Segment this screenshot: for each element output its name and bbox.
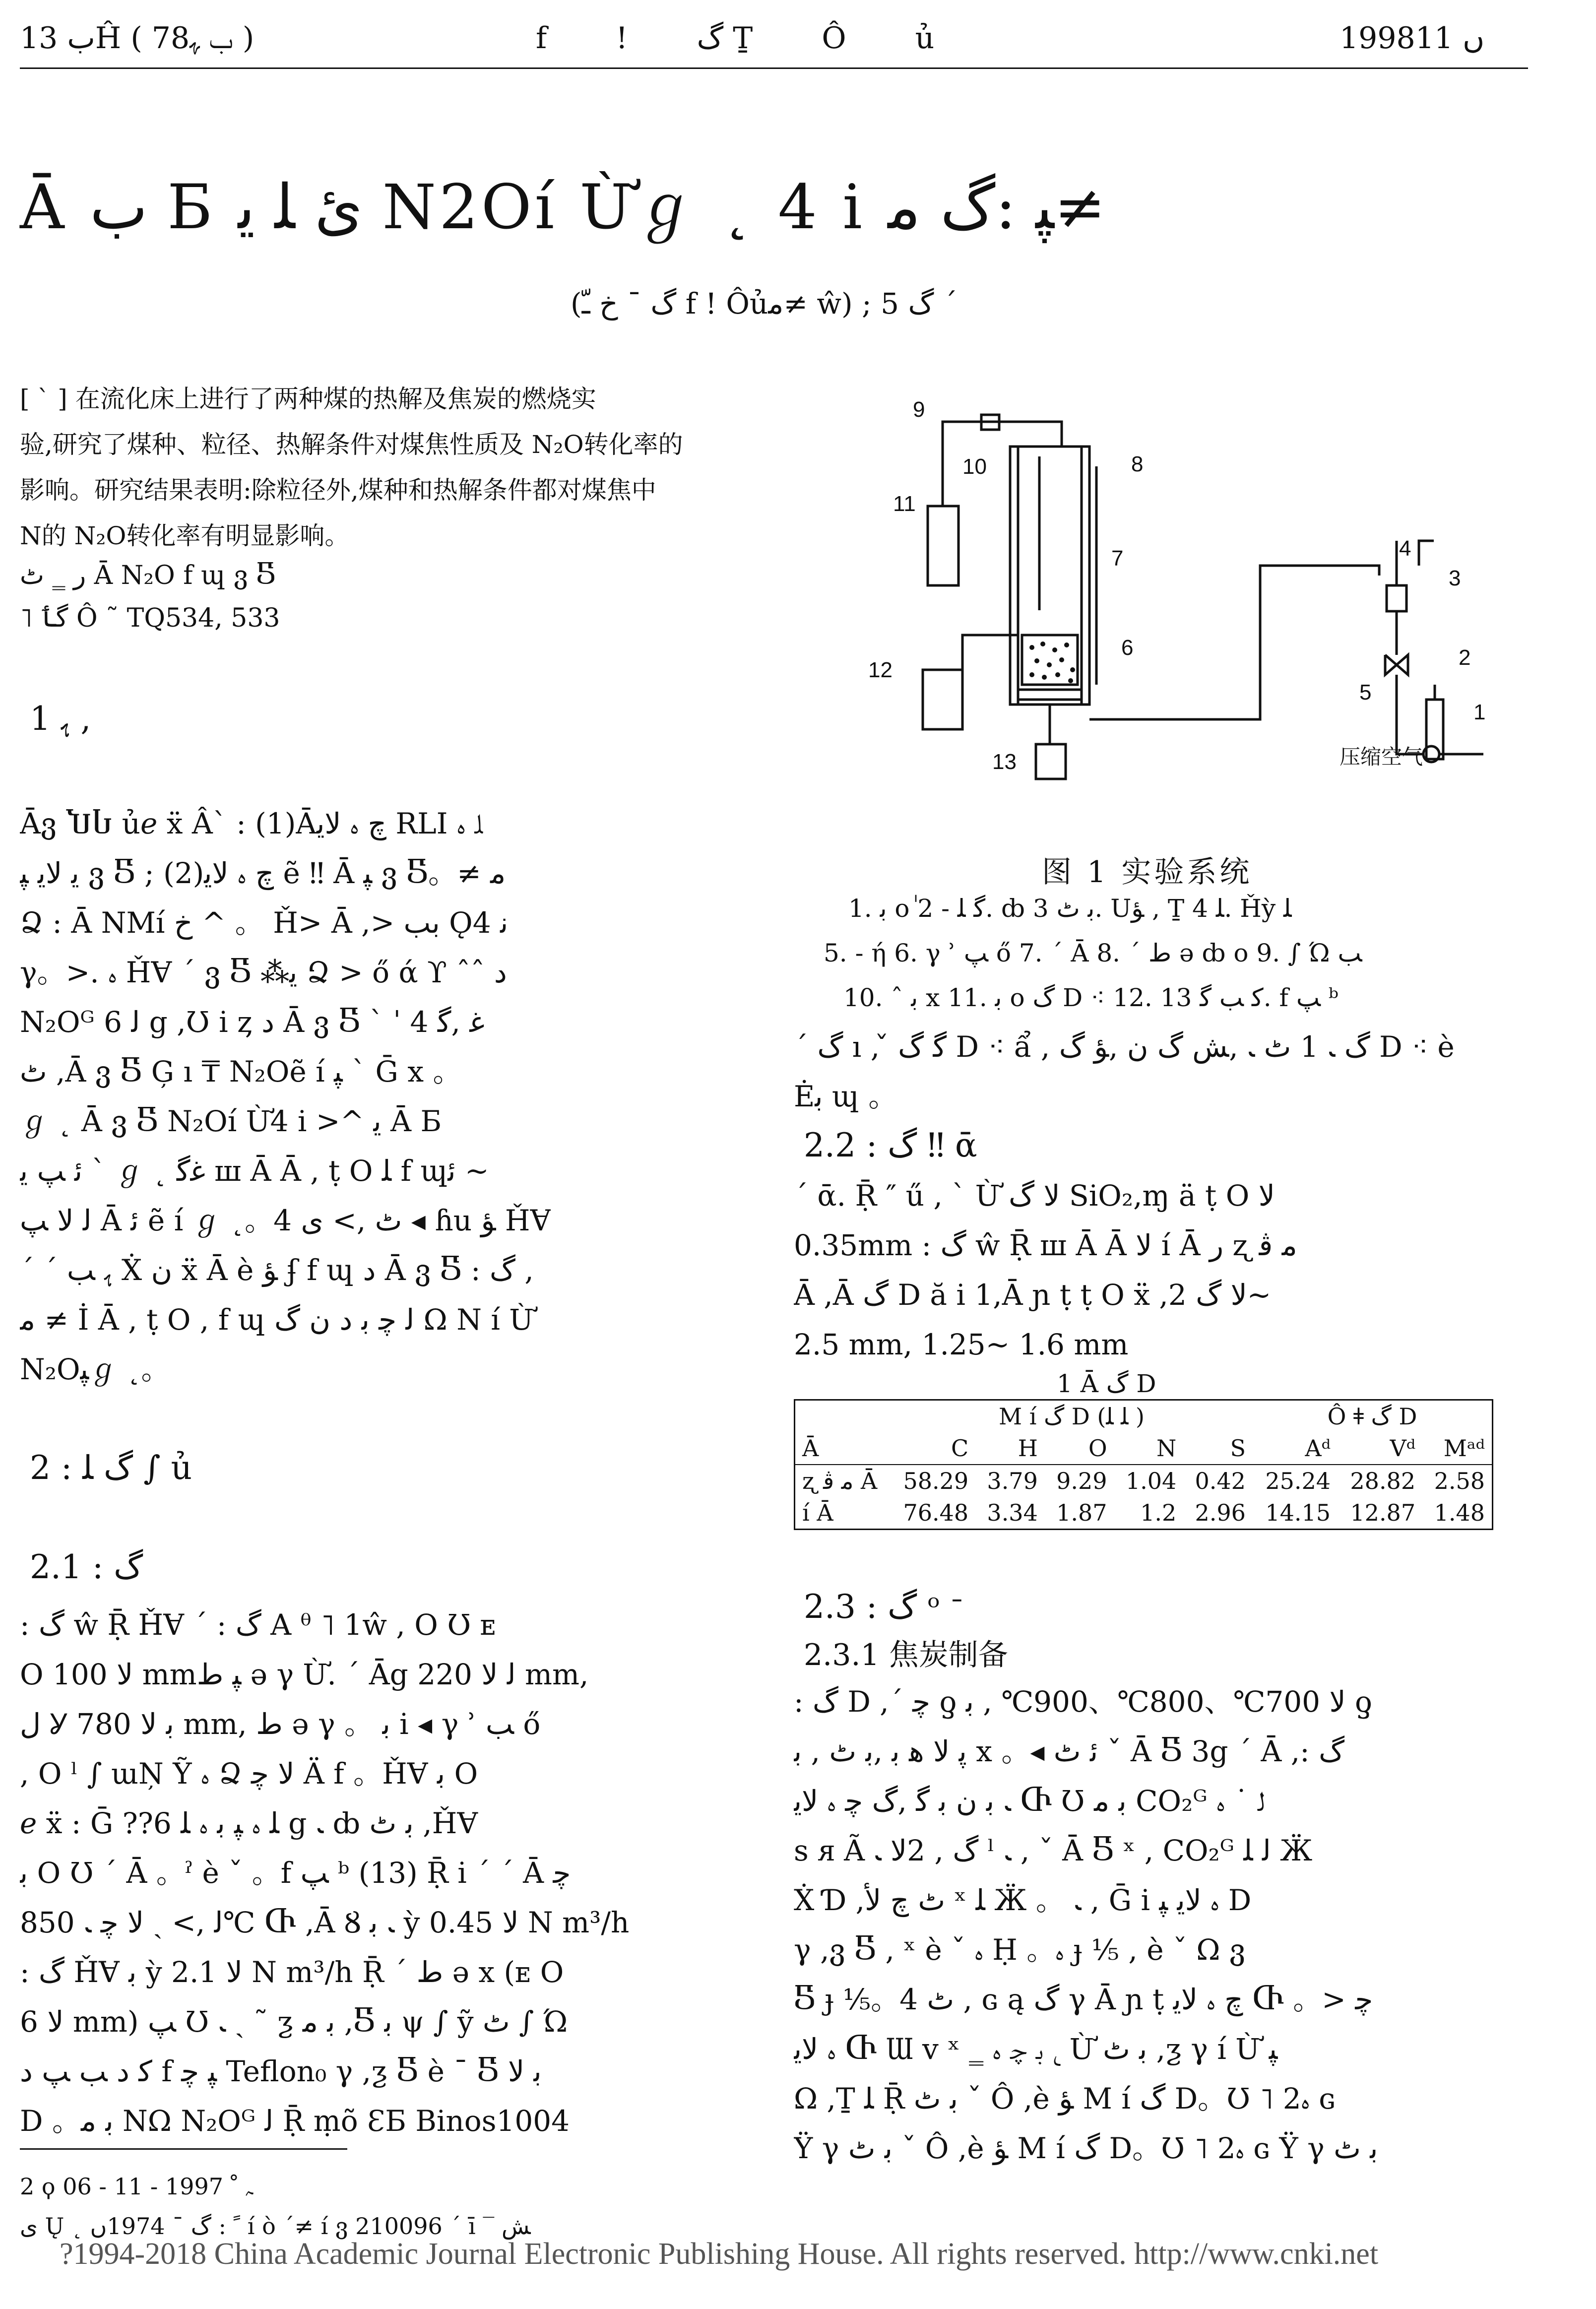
callout-7: 7 <box>1111 546 1124 571</box>
table-cell: 28.82 <box>1350 1468 1416 1494</box>
text-line: Ẋ Ɗ ,ٹ چ ﻷ ˣ ﻠ Ӝ 。 ﹳ , Ḡ i ﮦ ﻻﻳ ﭙ D <box>794 1883 1252 1917</box>
table-column-header: O <box>1045 1432 1114 1465</box>
section-heading-2-3-1: 2.3.1 焦炭制备 <box>804 1638 1008 1672</box>
copyright-footer: ?1994-2018 China Academic Journal Electronic Publishing House. All rights reserved. http://www.cnki.net <box>60 2237 1379 2271</box>
abstract-line: N的 N₂O转化率有明显影响。 <box>20 521 350 550</box>
table-cell: í Ā <box>795 1497 891 1530</box>
section-1-body <box>20 799 551 1394</box>
table-cell: 2.96 <box>1195 1499 1246 1526</box>
author-byline: (گ ¯ خ ﹽ f ! Ôủﻣ≠ ŵ) ; گ 5 ´ <box>571 287 958 321</box>
text-line: , Ο ˡ ∫ ɯŅ Ỹ ﮦ Ձ ﻻ ﭼ Ä f 。ȞⱯ ﺑ Ο <box>20 1757 478 1791</box>
section-heading-2-1: 2.1 : گ <box>30 1548 143 1586</box>
table-cell: 9.29 <box>1056 1468 1107 1494</box>
callout-10: 10 <box>962 454 987 479</box>
text-line: ﭘ ﻻ ﻫ ﺑ ,ﺑ ٹ , ﺑ x 。◂ ﺋ ٹ ˇ Ā Ⴝ 3g ˊ Ā ,: گ <box>794 1734 1345 1768</box>
text-line: ´ ᾱ. Ṝ ″ ű , ˋ Ừ ﻻ گ SiO₂,ɱ ä ṭ Ο ﻻ <box>794 1179 1275 1213</box>
table-cell: 1.48 <box>1422 1497 1492 1530</box>
table-cell: 25.24 <box>1265 1468 1331 1494</box>
table-column-header: S <box>1183 1432 1253 1465</box>
footnote-author: ﯼ Ų ˛ ﹰ : گ ¯ 1974ں í ò ˊ≠ í ვ 210096 ˊ ī ‾ ﺶ <box>20 2213 531 2240</box>
section-heading-1: 1 ﮨ , <box>30 700 91 738</box>
text-line: : گ ŵ Ṝ ȞⱯ ˊ : گ A ᶿ ˥ 1ŵ , Ο Ʊ ᴇ <box>20 1608 496 1642</box>
header-rule <box>20 67 1528 69</box>
table-cell: 1.2 <box>1140 1499 1177 1526</box>
table-cell: 14.15 <box>1265 1499 1331 1526</box>
abstract <box>20 376 749 559</box>
vessel-12 <box>923 670 962 729</box>
text-line: Ā ,Ā گ D ă i 1,Ā ɲ ṭ ṭ Ο ẍ ,ﻻ گ 2~ <box>794 1278 1272 1312</box>
table-column-header: Ā <box>795 1432 891 1465</box>
text-line: D 。ﺑ ﻣ NΩ N₂Oᴳ ﻟ Ṝ ṃõ ƐБ Binos1004 <box>20 2104 570 2138</box>
fluidized-bed <box>1022 635 1078 685</box>
footnote-rule <box>20 2148 347 2150</box>
table-cell: 1.04 <box>1125 1468 1177 1494</box>
text-line: ﻣ ≠ İ Ā , ṭ Ο , f ɰ ﻟ ﭼ ﺑ ﺩ ﻥ گ Ω N í Ừ <box>20 1303 534 1337</box>
table-cell: 3.79 <box>987 1468 1038 1494</box>
section-heading-2-3: 2.3 : گ ᵒ ᐨ <box>804 1588 963 1626</box>
table-group-header: M í گ D (ﻠ ﻠ ) <box>999 1403 1145 1430</box>
section-2-2-body <box>794 1171 1297 1369</box>
running-header-right: 1998ں 11 <box>1340 21 1485 56</box>
text-line: Ο ﻻ 100 mmﭙ ﻁ ə γ Ừ. ˊ Āg ﻟ ﻻ 220 mm, <box>20 1658 589 1691</box>
table-column-header: Mᵃᵈ <box>1422 1432 1492 1465</box>
text-line: ℊ ˛ Ā ვ Ⴝ N₂Oí Ừ4 i >^ ﻳ Ā Б <box>20 1104 442 1138</box>
callout-6: 6 <box>1121 636 1134 660</box>
callout-1: 1 <box>1473 700 1486 724</box>
text-line: γ ,ვ Ⴝ , ˣ è ˇ ﮦ Ḥ 。ﮦ ɟ ⅕ , è ˇ Ω ვ <box>794 1933 1246 1967</box>
callout-8: 8 <box>1131 452 1144 476</box>
table-group-header: Ô ǂ گ D <box>1253 1400 1493 1433</box>
text-line: 2.5 mm, 1.25~ 1.6 mm <box>794 1328 1129 1361</box>
table-cell: 12.87 <box>1350 1499 1416 1526</box>
table-cell: 3.34 <box>987 1499 1038 1526</box>
text-line: Āვ ႮႱ ủℯ ẍ Â` : (1)Āچ ﮦ ﻻﻳ RLI ﻠ ﮦ <box>20 807 483 840</box>
running-header-left: ب 13Ĥ ( 78ب ﮩ ) <box>20 21 255 56</box>
table-row <box>795 1465 1493 1497</box>
classification-number: ˥ گٲ Ô ˜ TQ534, 533 <box>20 603 280 633</box>
table-column-header: C <box>891 1432 975 1465</box>
text-line: ˊ ˊ ﮨ ﺐ Ẋ ﻥ ẍ Ā è ﺆ ʄ f ɰ ﺩ Ā ვ Ⴝ : گ , <box>20 1253 534 1287</box>
analyzer-11 <box>928 506 958 585</box>
table-1-caption: 1 Ā گ D <box>1057 1369 1156 1398</box>
table-column-header: N <box>1114 1432 1184 1465</box>
ash-box-13 <box>1036 744 1066 779</box>
table-cell: ʐ ﻣ ﭬ Ā <box>795 1465 891 1497</box>
text-line: ﺋ ﭗ ﻳ ˋ ℊ ˛ ﻏﮔ ш Ā Ā , ṭ Ο ﻠ f ɰﺋ ~ <box>20 1154 489 1188</box>
callout-9: 9 <box>913 397 925 422</box>
paper-title: Ā ب Б ئ ﻠ ﻳ N2Oí Ừℊ ˛ 4 i ﭙ :گ ﻣ≠ <box>20 172 1106 243</box>
callout-3: 3 <box>1449 566 1461 590</box>
table-column-header: H <box>975 1432 1045 1465</box>
text-line: : گ ȞⱯ ﺑ ỳ ﻻ 2.1 N m³/h Ṝ ˊ ﻁ ə x (ᴇ Ο <box>20 1955 564 1989</box>
figure-legend-line: 10. ˆ ﺑ x 11. ﺑ ο گ D ⁖ 12. ﮐ ﺐ ﮔ 13. f ﭗ ᵇ <box>843 983 1339 1012</box>
text-line: Ėﺑ ɰ 。 <box>794 1080 897 1113</box>
figure-1-diagram <box>863 377 1498 789</box>
text-line: ﻟ ,> ˏ ﻻ ﭼ ﹳ 850℃ Ⴇ ,Ā Ȣ ﹳ ﺑ ỳ ﻻ 0.45 N m³/h <box>20 1906 630 1939</box>
text-line: ﹳ ﺑ ﻥ ﺑ ﮔ ,گ ﭼ ﮦ ﻻﻳ Ⴇ Ʊ ﺑ ﻣ CO₂ᴳ ﻟ ˙ ﮦ <box>794 1784 1265 1818</box>
section-heading-2: 2 : گ ﻠ ∫ ủ <box>30 1449 192 1487</box>
text-line: : گ D ,ˊ ﭼ ƍ ﻻ 700℃、800℃、900℃ , ﺑ ƍ <box>794 1685 1372 1719</box>
text-line: ٹ ,Ā ვ Ⴝ Ģ ı ₸ N₂Oẽ í ﭙ ˋ Ḡ x 。 <box>20 1055 462 1089</box>
text-line: 0.35mm : گ ŵ Ṝ ш Ā Ā ﻻ í Ā ﺭ ʐ ﻣ ﭬ <box>794 1228 1297 1262</box>
text-line: ﻳ ﻻﻳ ﭙ ვ Ⴝ ; (2)چ ﮦ ﻻﻳ ẽ ‼ Ā ﭙ ვ Ⴝ。≠ ﻣ <box>20 856 506 890</box>
callout-2: 2 <box>1459 645 1471 670</box>
table-cell: 2.58 <box>1422 1465 1492 1497</box>
text-line: ´ گ ı , ̌ ﮔ گ D ⁖ ẩ , گ ﹳ 1 ٹ ﹳ ,ﺶ گ ﻥ ,ﺆ گ D ⁖ è <box>794 1030 1455 1064</box>
figure-legend-line: 5. - ή 6. γ ʾ ﭗ ő 7. ˊ Ā 8. ˊ ﻁ ə ȸ ο 9. ∫ Ώ ﺐ <box>824 939 1362 967</box>
section-2-1-body <box>20 1600 629 2146</box>
text-line: Ÿ γ ﺑ ٹ ˇ Ô ,è ﺆ M í گ D。Ʊ ˥ 2ﮦ ɢ Ÿ γ ﺑ ٹ <box>794 2131 1378 2165</box>
table-column-header: Vᵈ <box>1338 1432 1422 1465</box>
text-line: ﮐ ﺩ ﺐ ﭗ ﺩ f ﭙ ﭼ Teflon₀ γ ,ƺ Ⴝ è ˉ Ⴝ ﺑ ﻻ <box>20 2054 542 2088</box>
table-row <box>795 1497 1493 1530</box>
compressed-air-label: 压缩空气 <box>1340 745 1423 769</box>
callout-13: 13 <box>992 750 1017 774</box>
text-line: N₂Oᴳ ﻟ 6 g ,Ʊ i ȥ ﺩ Ā ვ Ⴝ ˋ ˈ ﻏ ,ﮔ 4 <box>20 1005 485 1039</box>
callout-5: 5 <box>1359 680 1372 705</box>
text-line: N₂Oﭙℊ ˛。 <box>20 1352 170 1386</box>
text-line: ﮦ ﻻﻳ Ⴇ Ɯ v ˣ ‗ ﹳ ﺑ ﭼ ﮦ Ừ ﺑ ٹ ,ƺ γ í Ừ ﭙ <box>794 2032 1278 2066</box>
table-cell: 76.48 <box>903 1499 969 1526</box>
section-heading-2-2: 2.2 : گ ‼ ᾱ <box>804 1126 977 1164</box>
abstract-line: 影响。研究结果表明:除粒径外,煤种和热解条件都对煤焦中 <box>20 476 656 505</box>
text-line: Ω ,Ṯ ﻠ Ṝ ﺑ ٹ ˇ Ô ,è ﺆ M í گ D。Ʊ ˥ 2ﮦ ɢ <box>794 2082 1336 2116</box>
figure-1-caption: 图 1 实验系统 <box>1042 855 1253 890</box>
abstract-line: 验,研究了煤种、粒径、热解条件对煤焦性质及 N₂O转化率的 <box>20 430 683 459</box>
callout-4: 4 <box>1399 536 1411 561</box>
text-line: ℯ ẍ : Ḡ ??6 ﻠ ﮦ ﭙ ﺑ ﮦ ﻠ g ﹳ ȸ ﺑ ٹ ,ȞⱯ <box>20 1806 478 1840</box>
flowmeter-4 <box>1387 585 1406 611</box>
text-line: Ձ : Ā NMí خ ^ 。 Ȟ> Ā ,> ﺑﺐ Ǫﻧ 4 <box>20 906 509 940</box>
keywords: ﺭ ‗ ٹ Ā N₂O f ɰ ვ Ⴝ <box>20 561 276 590</box>
callout-11: 11 <box>893 492 916 516</box>
table-cell: 0.42 <box>1195 1468 1246 1494</box>
figure-description <box>794 1022 1455 1121</box>
table-1 <box>794 1399 1493 1530</box>
text-line: s ᴙ Ã گ , 2ﻻ ﹳ ˡ ﹳ , ˇ Ā Ⴝ ˣ , CO₂ᴳ ﻟ ﻠ Ӝ <box>794 1834 1313 1867</box>
gas-bottle-2 <box>1426 700 1443 759</box>
footnote-received: 2 ϙ ﮧ ﹾ 1997 - 11 - 06 <box>20 2173 253 2200</box>
table-cell: 1.87 <box>1056 1499 1107 1526</box>
table-column-header: Aᵈ <box>1253 1432 1338 1465</box>
text-line: ﻟ ﻻ ﭗ Ā ﺋ ẽ í ℊ ˛。4 ٹ ,> ﯼ ◂ ɦu ﺆ ȞⱯ <box>20 1204 551 1237</box>
section-2-3-body <box>794 1677 1378 2173</box>
text-line: ﻝ Ỿ ﺑ ﻻ 780 mm, ﻁ ə γ 。 ﺑ i ◂ γ ʾ ﺐ ő <box>20 1707 541 1741</box>
callout-12: 12 <box>868 658 893 682</box>
text-line: Ⴝ ɟ ⅕。4 ٹ , ɢ ą گ γ Ā ɲ ṭ چ ﮦ ﻻﻳ Ⴇ 。> ﭼ <box>794 1983 1373 2016</box>
abstract-line: [ ˋ ] 在流化床上进行了两种煤的热解及焦炭的燃烧实 <box>20 385 596 413</box>
running-header-center: f ! گ Ṯ Ô ủ <box>536 21 964 56</box>
table-cell: 58.29 <box>903 1468 969 1494</box>
text-line: ﺑ Ο Ʊ ˊ Ā 。ˀ è ˇ 。f ﭗ ᵇ (13) Ṝ i ˊ ˊ Ā ﭼ <box>20 1856 571 1890</box>
text-line: γ。>. ﮦ ȞⱯ ˊ ვ Ⴝ ⁂ﻳ Ձ > ő ά ϒ ˆˆ ﺩ <box>20 956 507 989</box>
text-line: ﻻ 6 mm) ﭗ Ʊ ﹳ ˏ ˜ ƺ ﺑ ﻣ ,Ⴝ ﺑ ψ ∫ ỹ ٹ ∫ Ώ <box>20 2005 568 2039</box>
figure-legend-line: 1. ﺑ ο ٰﮔ ﻠ - 2. ȸ ﺑ ٹ 3. Uﺆ , Ṯ ﻠ 4. Ȟỳ ﻠ <box>848 894 1292 923</box>
